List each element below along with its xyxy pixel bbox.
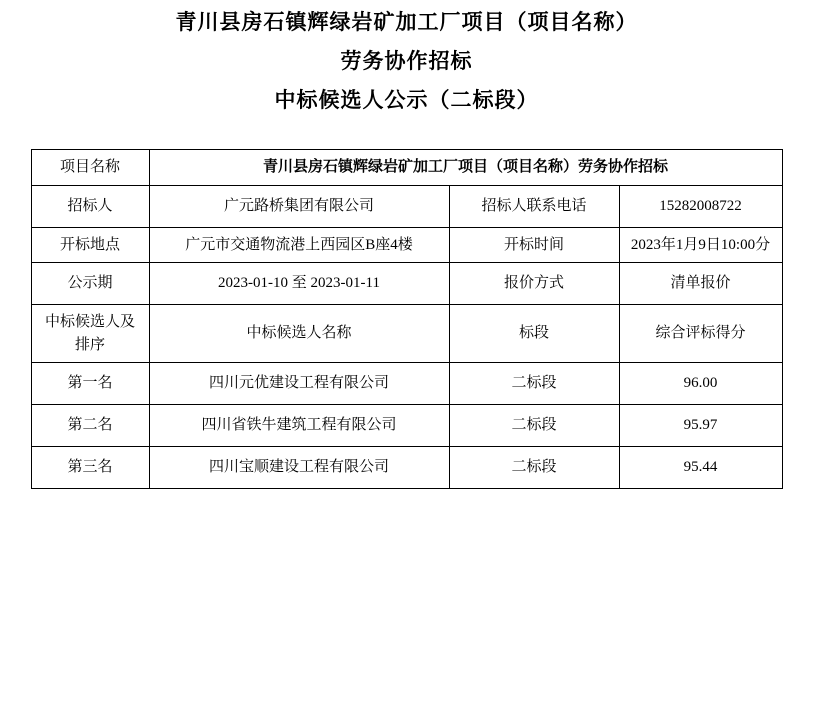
candidate-section: 二标段 [449, 405, 619, 447]
candidate-name: 四川宝顺建设工程有限公司 [149, 447, 449, 489]
project-name-label: 项目名称 [31, 150, 149, 186]
candidates-label: 中标候选人及排序 [31, 305, 149, 363]
quote-method-value: 清单报价 [619, 263, 782, 305]
document-title-line-2: 劳务协作招标 [340, 49, 473, 73]
table-row-tenderer [31, 185, 782, 227]
document-title-line-3: 中标候选人公示（二标段） [274, 88, 539, 112]
candidate-score: 95.97 [619, 405, 782, 447]
tenderer-phone-value: 15282008722 [619, 185, 782, 227]
bid-place-value: 广元市交通物流港上西园区B座4楼 [149, 227, 449, 263]
publicity-period-label: 公示期 [31, 263, 149, 305]
candidate-score: 95.44 [619, 447, 782, 489]
tenderer-phone-label: 招标人联系电话 [449, 185, 619, 227]
bid-time-label: 开标时间 [449, 227, 619, 263]
bid-time-value: 2023年1月9日10:00分 [619, 227, 782, 263]
table-row-project-name [31, 150, 782, 186]
tenderer-label: 招标人 [31, 185, 149, 227]
score-header: 综合评标得分 [619, 305, 782, 363]
project-name-value: 青川县房石镇辉绿岩矿加工厂项目（项目名称）劳务协作招标 [149, 150, 782, 186]
bid-place-label: 开标地点 [31, 227, 149, 263]
candidate-name: 四川省铁牛建筑工程有限公司 [149, 405, 449, 447]
tenderer-value: 广元路桥集团有限公司 [149, 185, 449, 227]
table-row-bid-place [31, 227, 782, 263]
candidate-section: 二标段 [449, 363, 619, 405]
section-header: 标段 [449, 305, 619, 363]
table-row-candidates-header [31, 305, 782, 363]
bid-info-table [31, 149, 783, 489]
table-row-candidate-2 [31, 405, 782, 447]
candidate-rank: 第三名 [31, 447, 149, 489]
candidate-name-header: 中标候选人名称 [149, 305, 449, 363]
document-title-line-1: 青川县房石镇辉绿岩矿加工厂项目（项目名称） [175, 10, 638, 34]
publicity-period-value: 2023-01-10 至 2023-01-11 [149, 263, 449, 305]
candidate-rank: 第二名 [31, 405, 149, 447]
candidate-section: 二标段 [449, 447, 619, 489]
table-row-candidate-1 [31, 363, 782, 405]
candidate-name: 四川元优建设工程有限公司 [149, 363, 449, 405]
candidate-score: 96.00 [619, 363, 782, 405]
table-row-publicity-period [31, 263, 782, 305]
candidate-rank: 第一名 [31, 363, 149, 405]
table-row-candidate-3 [31, 447, 782, 489]
quote-method-label: 报价方式 [449, 263, 619, 305]
